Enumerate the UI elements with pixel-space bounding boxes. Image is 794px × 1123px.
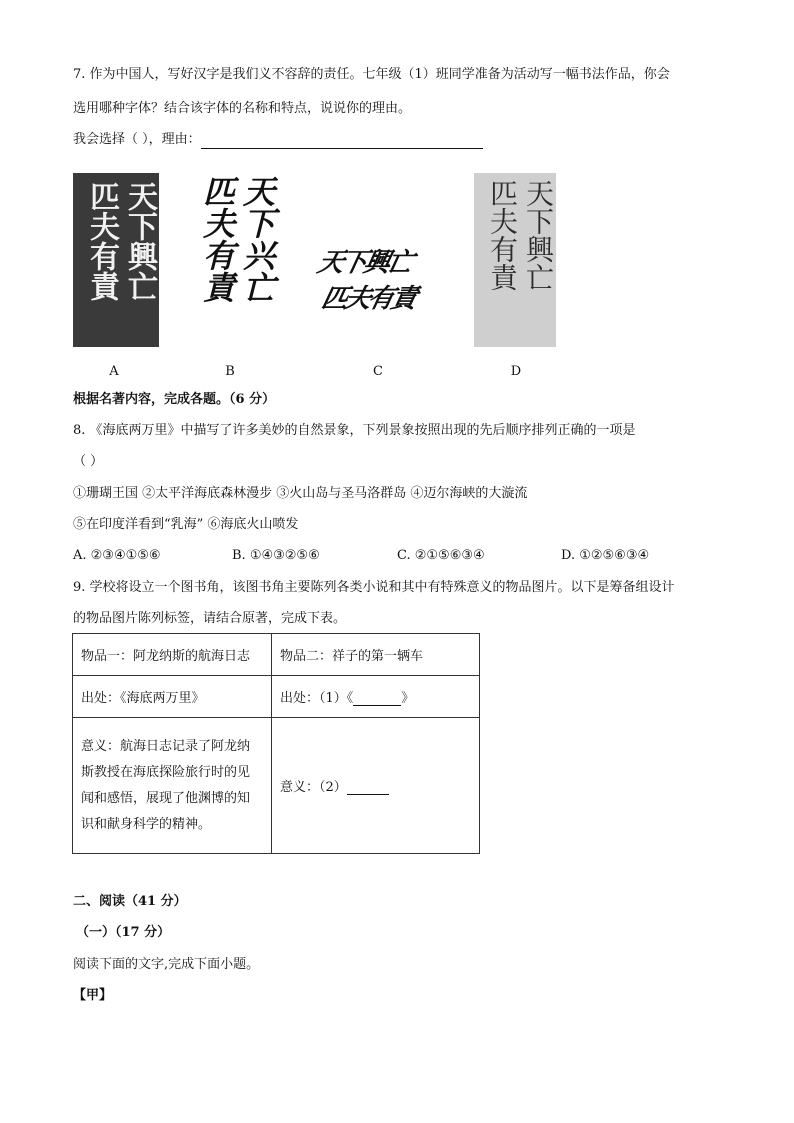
q9-label-table bbox=[72, 633, 480, 854]
passage-jia-label: 【甲】 bbox=[73, 988, 113, 1003]
source2-prefix: 出处：（1）《 bbox=[280, 691, 354, 706]
reading-instruction: 阅读下面的文字,完成下面小题。 bbox=[73, 957, 260, 972]
table-cell-item1: 物品一：阿龙纳斯的航海日志 bbox=[73, 634, 272, 676]
figure-a-label: A bbox=[109, 364, 119, 379]
figure-b-image bbox=[190, 173, 280, 347]
q7-answer-prefix: 我会选择（ ），理由： bbox=[73, 132, 201, 147]
meaning1-line: 斯教授在海底探险旅行时的见 bbox=[81, 764, 251, 780]
source2-blank[interactable] bbox=[353, 691, 401, 706]
q7-answer-blank[interactable] bbox=[201, 134, 483, 149]
figure-b-column-left: 匹夫有責 bbox=[198, 175, 236, 303]
q8-bracket[interactable]: （ ） bbox=[73, 454, 104, 469]
figure-d-label: D bbox=[510, 364, 522, 379]
q8-option-c[interactable]: C. ②①⑤⑥③④ bbox=[397, 548, 485, 563]
q8-option-a[interactable]: A. ②③④①⑤⑥ bbox=[73, 548, 161, 563]
figure-c-image bbox=[314, 248, 438, 328]
meaning1-line: 闻和感悟，展现了他渊博的知 bbox=[81, 790, 251, 806]
part-1-heading: （一）（17 分） bbox=[76, 925, 171, 940]
figure-b-column-right: 天下兴亡 bbox=[238, 175, 276, 303]
figure-a-image bbox=[73, 173, 159, 347]
q8-items-2: ⑤在印度洋看到“乳海” ⑥海底火山喷发 bbox=[73, 517, 299, 532]
source2-suffix: 》 bbox=[401, 691, 415, 706]
figure-d-column-right: 天下興亡 bbox=[522, 179, 555, 291]
figure-c-label: C bbox=[373, 364, 383, 379]
q8-option-b[interactable]: B. ①④③②⑤⑥ bbox=[232, 548, 320, 563]
meaning2-blank[interactable] bbox=[347, 780, 389, 795]
q8-items-1: ①珊瑚王国 ②太平洋海底森林漫步 ③火山岛与圣马洛群岛 ④迈尔海峡的大漩流 bbox=[73, 486, 528, 501]
meaning1-line: 意义：航海日志记录了阿龙纳 bbox=[81, 738, 251, 754]
q7-line-1: 7. 作为中国人，写好汉字是我们义不容辞的责任。七年级（1）班同学准备为活动写一幅书法作品，你会 bbox=[73, 67, 670, 82]
q7-line-2: 选用哪种字体？结合该字体的名称和特点，说说你的理由。 bbox=[73, 101, 412, 116]
table-cell-source2 bbox=[272, 676, 480, 718]
figure-c-row-bottom: 匹夫有責 bbox=[318, 284, 418, 314]
table-cell-meaning1 bbox=[73, 718, 272, 854]
figure-a-column-right: 天下興亡 bbox=[122, 181, 157, 301]
section-classics-heading: 根据名著内容，完成各题。（6 分） bbox=[73, 392, 276, 407]
section-2-heading: 二、阅读（41 分） bbox=[73, 894, 187, 909]
figure-d-column-left: 匹夫有責 bbox=[486, 179, 519, 291]
q8-option-d[interactable]: D. ①②⑤⑥③④ bbox=[561, 548, 650, 563]
figure-c-row-top: 天下興亡 bbox=[314, 248, 414, 278]
meaning2-prefix: 意义：（2） bbox=[280, 780, 347, 795]
q9-line-2: 的物品图片陈列标签，请结合原著，完成下表。 bbox=[73, 611, 347, 626]
figure-d-image bbox=[474, 173, 556, 347]
table-cell-item2: 物品二：祥子的第一辆车 bbox=[272, 634, 480, 676]
q8-line-1: 8. 《海底两万里》中描写了许多美妙的自然景象，下列景象按照出现的先后顺序排列正确的一项是 bbox=[73, 423, 636, 438]
q9-line-1: 9. 学校将设立一个图书角，该图书角主要陈列各类小说和其中有特殊意义的物品图片。以下是筹备组设计 bbox=[73, 580, 675, 595]
meaning1-line: 识和献身科学的精神。 bbox=[81, 816, 212, 832]
q7-answer-line bbox=[73, 131, 483, 149]
figure-a-column-left: 匹夫有責 bbox=[84, 181, 119, 301]
table-cell-source1: 出处：《海底两万里》 bbox=[73, 676, 272, 718]
table-cell-meaning2 bbox=[272, 718, 480, 854]
figure-b-label: B bbox=[225, 364, 235, 379]
